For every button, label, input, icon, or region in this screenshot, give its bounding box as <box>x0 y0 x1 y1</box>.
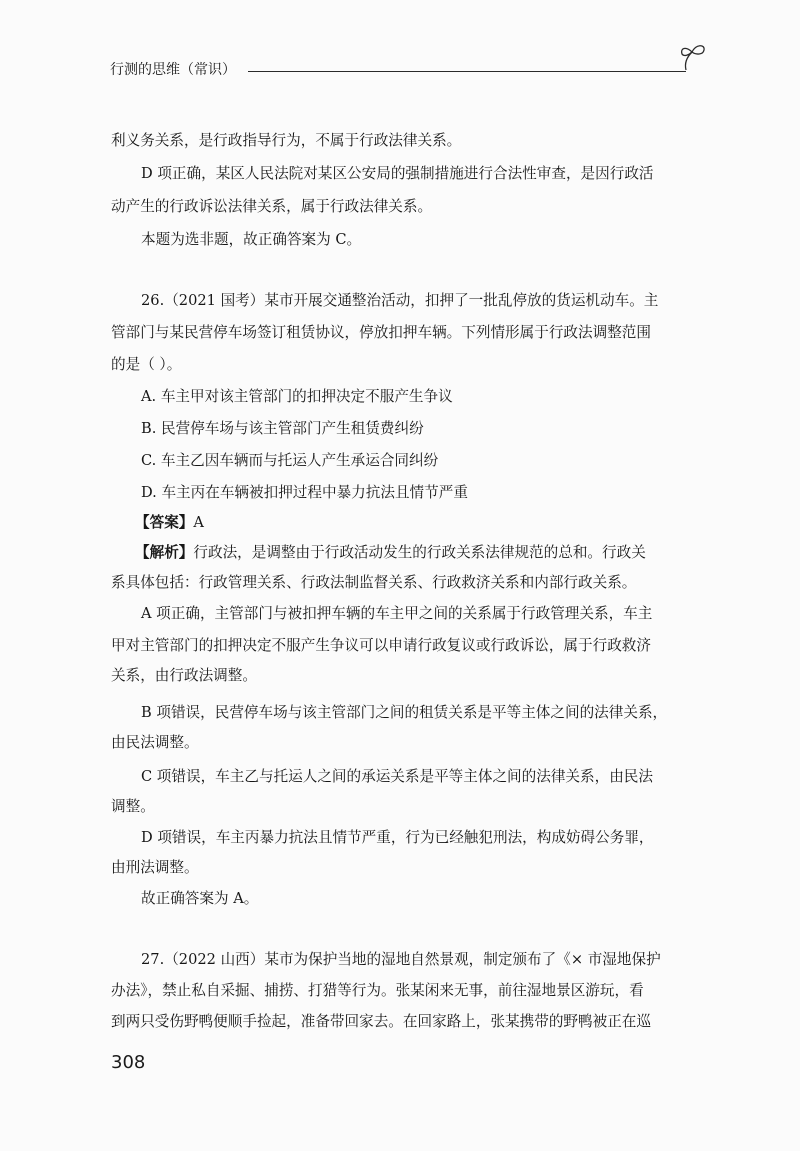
q26-stem-line-1: 26.（2021 国考）某市开展交通整治活动，扣押了一批乱停放的货运机动车。主 <box>141 292 659 309</box>
q26-c-line-2: 调整。 <box>111 798 155 815</box>
q26-stem-line-3: 的是（ ）。 <box>111 356 182 373</box>
q27-stem-line-1: 27.（2022 山西）某市为保护当地的湿地自然景观，制定颁布了《× 市湿地保护 <box>141 951 661 968</box>
q26-option-c: C. 车主乙因车辆而与托运人产生承运合同纠纷 <box>141 452 439 469</box>
q26-d-line-2: 由刑法调整。 <box>111 859 199 876</box>
q26-option-b: B. 民营停车场与该主管部门产生租赁费纠纷 <box>141 420 424 437</box>
q26-stem-line-2: 管部门与某民营停车场签订租赁协议，停放扣押车辆。下列情形属于行政法调整范围 <box>111 324 651 341</box>
q26-analysis-line-1 <box>135 543 646 563</box>
q26-answer <box>135 513 204 533</box>
q26-option-a: A. 车主甲对该主管部门的扣押决定不服产生争议 <box>141 388 453 405</box>
answer-value: A <box>193 514 204 531</box>
q26-d-line-1: D 项错误，车主丙暴力抗法且情节严重，行为已经触犯刑法，构成妨碍公务罪， <box>141 829 654 846</box>
sprout-icon <box>672 36 712 76</box>
q26-a-line-1: A 项正确，主管部门与被扣押车辆的车主甲之间的关系属于行政管理关系，车主 <box>141 605 653 622</box>
prev-option-d-analysis-line-1: D 项正确，某区人民法院对某区公安局的强制措施进行合法性审查，是因行政活 <box>141 165 654 182</box>
prev-answer-continuation: 利义务关系，是行政指导行为，不属于行政法律关系。 <box>111 132 462 149</box>
running-header: 行测的思维（常识） <box>110 62 236 78</box>
q26-c-line-1: C 项错误，车主乙与托运人之间的承运关系是平等主体之间的法律关系，由民法 <box>141 768 653 785</box>
q26-b-line-1: B 项错误，民营停车场与该主管部门之间的租赁关系是平等主体之间的法律关系， <box>141 704 668 721</box>
prev-option-d-analysis-line-2: 动产生的行政诉讼法律关系，属于行政法律关系。 <box>111 198 433 215</box>
q27-stem-line-2: 办法》，禁止私自采掘、捕捞、打猎等行为。张某闲来无事，前往湿地景区游玩，看 <box>111 982 644 999</box>
q26-conclusion: 故正确答案为 A。 <box>141 890 259 907</box>
prev-conclusion: 本题为选非题，故正确答案为 C。 <box>141 231 362 248</box>
answer-label: 【答案】 <box>135 514 194 531</box>
q26-analysis-line-2: 系具体包括：行政管理关系、行政法制监督关系、行政救济关系和内部行政关系。 <box>111 574 637 591</box>
q26-option-d: D. 车主丙在车辆被扣押过程中暴力抗法且情节严重 <box>141 484 468 501</box>
analysis-label: 【解析】 <box>135 544 194 561</box>
q27-stem-line-3: 到两只受伤野鸭便顺手捡起，准备带回家去。在回家路上，张某携带的野鸭被正在巡 <box>111 1013 651 1030</box>
page-number: 308 <box>111 1052 146 1073</box>
q26-a-line-3: 关系，由行政法调整。 <box>111 667 257 684</box>
header-rule <box>248 71 686 72</box>
q26-a-line-2: 甲对主管部门的扣押决定不服产生争议可以申请行政复议或行政诉讼，属于行政救济 <box>111 637 651 654</box>
analysis-text: 行政法，是调整由于行政活动发生的行政关系法律规范的总和。行政关 <box>193 544 646 561</box>
q26-b-line-2: 由民法调整。 <box>111 734 199 751</box>
